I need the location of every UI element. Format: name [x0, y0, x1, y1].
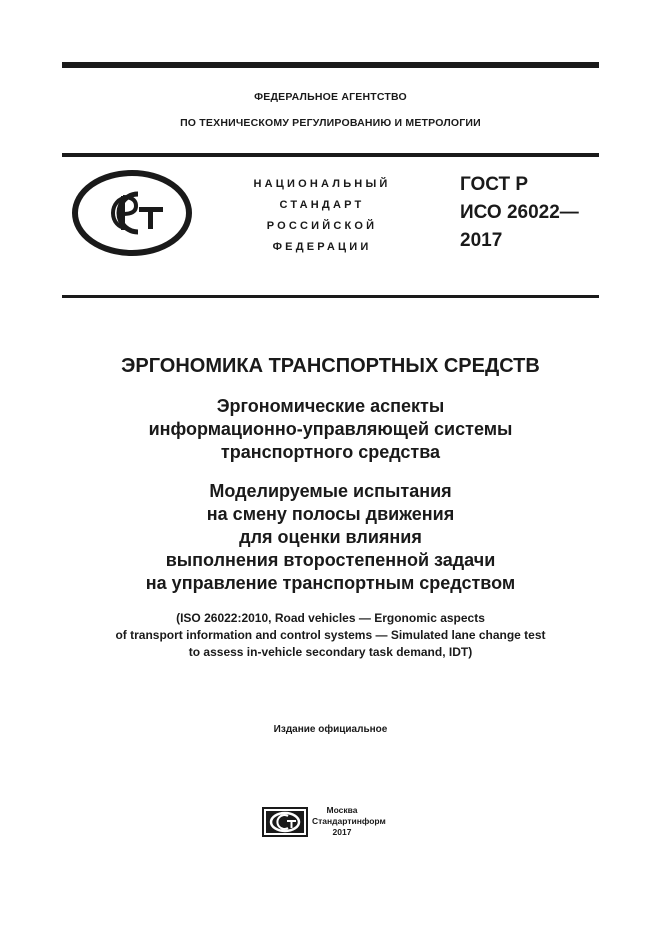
- middle-rule: [62, 153, 599, 157]
- agency-name-line-2: ПО ТЕХНИЧЕСКОМУ РЕГУЛИРОВАНИЮ И МЕТРОЛОГИИ: [180, 117, 481, 129]
- agency-name-line-1: ФЕДЕРАЛЬНОЕ АГЕНТСТВО: [254, 91, 407, 103]
- standartinform-logo-icon: [262, 807, 308, 837]
- national-label-line: НАЦИОНАЛЬНЫЙ: [253, 178, 391, 190]
- top-rule: [62, 62, 599, 68]
- publisher-city: Москва: [326, 805, 358, 815]
- document-subtitle: [40, 395, 621, 464]
- national-standard-label: [232, 174, 412, 258]
- standard-designation: [460, 171, 579, 255]
- part-title-line: на смену полосы движения: [206, 504, 455, 524]
- designation-line: 2017: [460, 230, 503, 251]
- edition-note: Издание официальное: [273, 724, 388, 735]
- publication-year: 2017: [332, 827, 352, 837]
- subtitle-line: транспортного средства: [220, 442, 441, 462]
- subtitle-line: информационно-управляющей системы: [148, 419, 513, 439]
- national-label-line: РОССИЙСКОЙ: [266, 220, 378, 232]
- designation-line: ИСО 26022—: [460, 202, 579, 223]
- iso-reference-line: to assess in-vehicle secondary task demand, IDT): [188, 645, 473, 659]
- iso-reference: [40, 610, 621, 661]
- publisher-name: Стандартинформ: [312, 816, 386, 826]
- lower-rule: [62, 295, 599, 298]
- part-title-line: Моделируемые испытания: [209, 481, 452, 501]
- document-part-title: [40, 480, 621, 595]
- part-title-line: выполнения второстепенной задачи: [165, 550, 496, 570]
- part-title-line: на управление транспортным средством: [145, 573, 516, 593]
- iso-reference-line: of transport information and control systems — Simulated lane change test: [115, 628, 546, 642]
- gost-r-certification-mark-icon: [72, 170, 192, 256]
- national-label-line: СТАНДАРТ: [279, 199, 365, 211]
- document-title: ЭРГОНОМИКА ТРАНСПОРТНЫХ СРЕДСТВ: [121, 355, 540, 377]
- iso-reference-line: (ISO 26022:2010, Road vehicles — Ergonomic aspects: [176, 611, 485, 625]
- publisher-imprint: [312, 805, 386, 838]
- subtitle-line: Эргономические аспекты: [216, 396, 445, 416]
- designation-line: ГОСТ Р: [460, 174, 529, 195]
- part-title-line: для оценки влияния: [239, 527, 422, 547]
- national-label-line: ФЕДЕРАЦИИ: [272, 241, 372, 253]
